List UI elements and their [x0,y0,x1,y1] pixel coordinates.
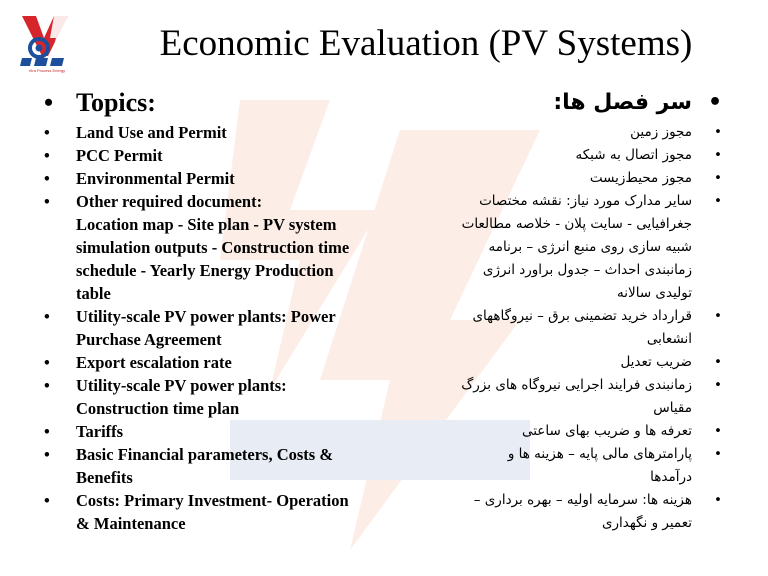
persian-topic-item [408,443,726,489]
topic-line: Basic Financial parameters, Costs & [76,445,334,464]
topic-line: Environmental Permit [76,169,235,188]
topic-line: table [76,284,111,303]
topic-item [40,489,412,535]
topic-item [40,351,412,374]
topics-heading-text: Topics: [76,88,156,117]
topic-line: Other required document: [76,192,263,211]
topic-line: Export escalation rate [76,353,232,372]
bullet-icon: • [714,377,722,393]
bullet-icon: • [44,307,50,326]
bullet-icon: • [44,491,50,510]
topic-line: قرارداد خرید تضمینی برق – نیروگاههای [472,308,692,324]
bullet-icon: • [44,353,50,372]
bullet-icon: • [714,423,722,439]
logo-icon [18,12,76,68]
topic-item [40,374,412,420]
bullet-icon: • [714,147,722,163]
topic-line: Costs: Primary Investment- Operation [76,491,349,510]
topic-line: هزینه ها: سرمایه اولیه – بهره برداری – [473,492,692,508]
topic-line: درآمدها [650,469,692,485]
topic-line: انشعابی [646,331,692,347]
topic-line: زمانبندی احداث – جدول براورد انرژی [482,262,692,278]
bullet-icon: • [714,170,722,186]
bullet-icon: • [714,446,722,462]
bullet-icon: • [44,88,54,117]
topic-line: & Maintenance [76,514,186,533]
logo-tagline: Vira Process Energy [28,68,66,73]
persian-topic-item [408,489,726,535]
persian-topic-item [408,144,726,167]
topic-line: Utility-scale PV power plants: [76,376,287,395]
topic-line: PCC Permit [76,146,163,165]
persian-topics-heading [408,88,726,118]
topic-item [40,420,412,443]
topic-line: Purchase Agreement [76,330,222,349]
topic-line: تعرفه ها و ضریب بهای ساعتی [521,423,692,439]
topic-line: تعمیر و نگهداری [601,515,692,531]
topic-item [40,443,412,489]
bullet-icon: • [44,123,50,142]
topic-item [40,305,412,351]
english-topic-list [40,121,412,535]
topic-line: schedule - Yearly Energy Production [76,261,334,280]
bullet-icon: • [44,376,50,395]
topic-line: Location map - Site plan - PV system [76,215,337,234]
topic-item [40,121,412,144]
bullet-icon: • [44,169,50,188]
persian-topic-list [408,121,726,535]
persian-column [408,88,726,535]
bullet-icon: • [707,90,722,115]
persian-topic-item [408,351,726,374]
bullet-icon: • [44,445,50,464]
topic-line: Benefits [76,468,133,487]
bullet-icon: • [44,146,50,165]
slide-title: Economic Evaluation (PV Systems) [159,23,693,64]
topic-line: شبیه سازی روی منبع انرژی – برنامه [488,239,692,255]
persian-topic-item [408,305,726,351]
topic-line: Utility-scale PV power plants: Power [76,307,336,326]
topic-line: مجوز زمین [630,124,692,140]
topic-line: مجوز محیط‌زیست [589,170,692,186]
persian-topics-heading-text: سر فصل ها: [553,90,692,115]
topics-heading [40,88,412,118]
topic-item [40,190,412,305]
bullet-icon: • [44,422,50,441]
topic-line: simulation outputs - Construction time [76,238,350,257]
bullet-icon: • [714,354,722,370]
bullet-icon: • [714,308,722,324]
persian-topic-item [408,190,726,305]
topic-line: مجوز اتصال به شبکه [575,147,692,163]
topic-line: زمانبندی فرایند اجرایی نیروگاه های بزرگ [461,377,692,393]
topic-line: Land Use and Permit [76,123,227,142]
topic-item [40,144,412,167]
topic-line: Construction time plan [76,399,240,418]
persian-topic-item [408,121,726,144]
bullet-icon: • [714,124,722,140]
topic-line: ضریب تعدیل [620,354,692,370]
english-column [40,88,412,535]
persian-topic-item [408,374,726,420]
topic-line: جغرافیایی - سایت پلان - خلاصه مطالعات [461,216,692,232]
bullet-icon: • [44,192,50,211]
topic-item [40,167,412,190]
topic-line: سایر مدارک مورد نیاز: نقشه مختصات [479,193,692,209]
company-logo [18,12,76,76]
topic-line: مقیاس [653,400,692,416]
persian-topic-item [408,167,726,190]
topic-line: پارامترهای مالی پایه – هزینه ها و [507,446,692,462]
bullet-icon: • [714,492,722,508]
topic-line: Tariffs [76,422,124,441]
topic-line: تولیدی سالانه [617,285,692,301]
persian-topic-item [408,420,726,443]
bullet-icon: • [714,193,722,209]
